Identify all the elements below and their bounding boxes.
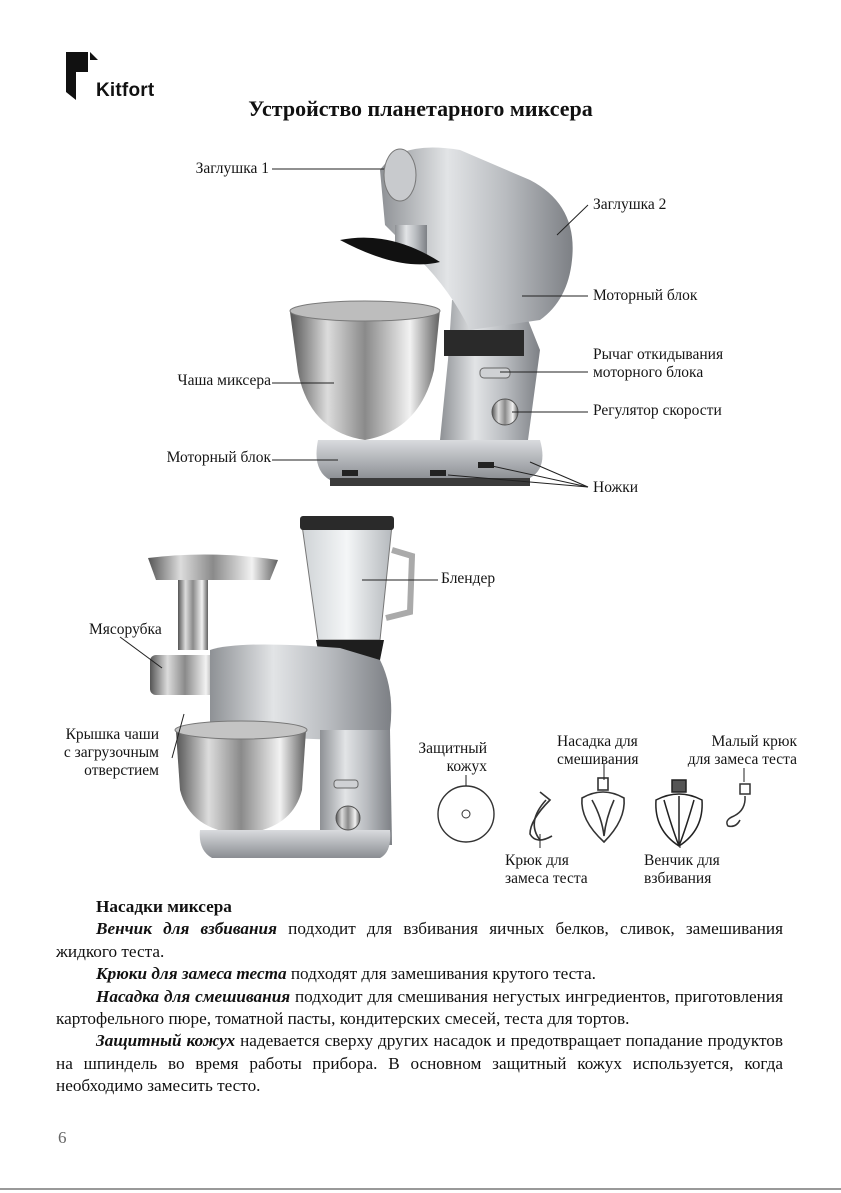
- label-lid-line1: Крышка чаши: [65, 726, 159, 743]
- page-title: Устройство планетарного миксера: [248, 96, 593, 121]
- bottom-divider: [0, 1188, 841, 1190]
- text-hooks: подходят для замешивания крутого теста.: [286, 964, 596, 984]
- label-blender: Блендер: [441, 570, 496, 587]
- label-lid-line2: с загрузочным: [63, 744, 159, 761]
- accessory-flat-beater: [582, 778, 624, 842]
- label-plug-1: Заглушка 1: [195, 160, 269, 177]
- accessory-whisk: [656, 780, 702, 846]
- label-lid-line3: отверстием: [84, 762, 159, 779]
- brand-logo-text: Kitfort: [96, 80, 155, 101]
- text-mixing: подходит для смешивания негустых ингредиентов, приготовления картофельного пюре, томатной пасты, кондитерских смесей, теста для тортов.: [56, 986, 783, 1029]
- label-lever-line2: моторного блока: [593, 364, 704, 381]
- term-hooks: Крюки для замеса теста: [96, 964, 287, 984]
- term-whisk: Венчик для взбивания: [96, 919, 277, 939]
- label-lever-line1: Рычаг откидывания: [593, 346, 724, 363]
- section-heading: Насадки миксера: [96, 897, 232, 916]
- label-whisk-line2: взбивания: [644, 870, 712, 887]
- label-motor-unit-top: Моторный блок: [593, 287, 698, 304]
- label-mixing-line2: смешивания: [557, 751, 639, 768]
- accessory-dough-hook: [530, 792, 552, 840]
- label-hook-line1: Крюк для: [505, 852, 569, 869]
- paragraph-mixing: [56, 986, 783, 1031]
- accessory-guard: [438, 786, 494, 842]
- label-guard-line1: Защитный: [418, 740, 487, 757]
- label-small-hook-line2: для замеса теста: [687, 751, 797, 768]
- label-mixing-line1: Насадка для: [557, 733, 638, 750]
- paragraph-whisk: [56, 918, 783, 963]
- attachments-section: [56, 896, 783, 1098]
- label-small-hook-line1: Малый крюк: [711, 733, 797, 750]
- text-whisk: подходит для взбивания яичных белков, сливок, замешивания жидкого теста.: [56, 919, 784, 961]
- label-hook-line2: замеса теста: [505, 870, 588, 887]
- paragraph-guard: [56, 1030, 783, 1097]
- accessory-small-hook: [727, 784, 750, 826]
- term-mixing: Насадка для смешивания: [96, 986, 291, 1006]
- label-motor-unit-base: Моторный блок: [166, 449, 271, 466]
- label-whisk-line1: Венчик для: [644, 852, 720, 869]
- page-number: 6: [58, 1128, 67, 1147]
- label-bowl: Чаша миксера: [177, 372, 271, 389]
- text-guard: надевается сверху других насадок и предотвращает попадание продуктов на шпиндель во время работы прибора. В основном защитный кожух используется, когда необходимо замесить тесто.: [56, 1031, 783, 1096]
- term-guard: Защитный кожух: [96, 1031, 236, 1051]
- label-guard-line2: кожух: [446, 758, 487, 775]
- label-feet: Ножки: [593, 479, 639, 496]
- label-speed-regulator: Регулятор скорости: [593, 402, 722, 419]
- label-meat-grinder: Мясорубка: [89, 621, 162, 638]
- paragraph-hooks: [56, 963, 783, 985]
- mixer-top-illustration: [290, 148, 573, 487]
- mixer-bottom-illustration: [148, 516, 412, 858]
- label-plug-2: Заглушка 2: [593, 196, 667, 213]
